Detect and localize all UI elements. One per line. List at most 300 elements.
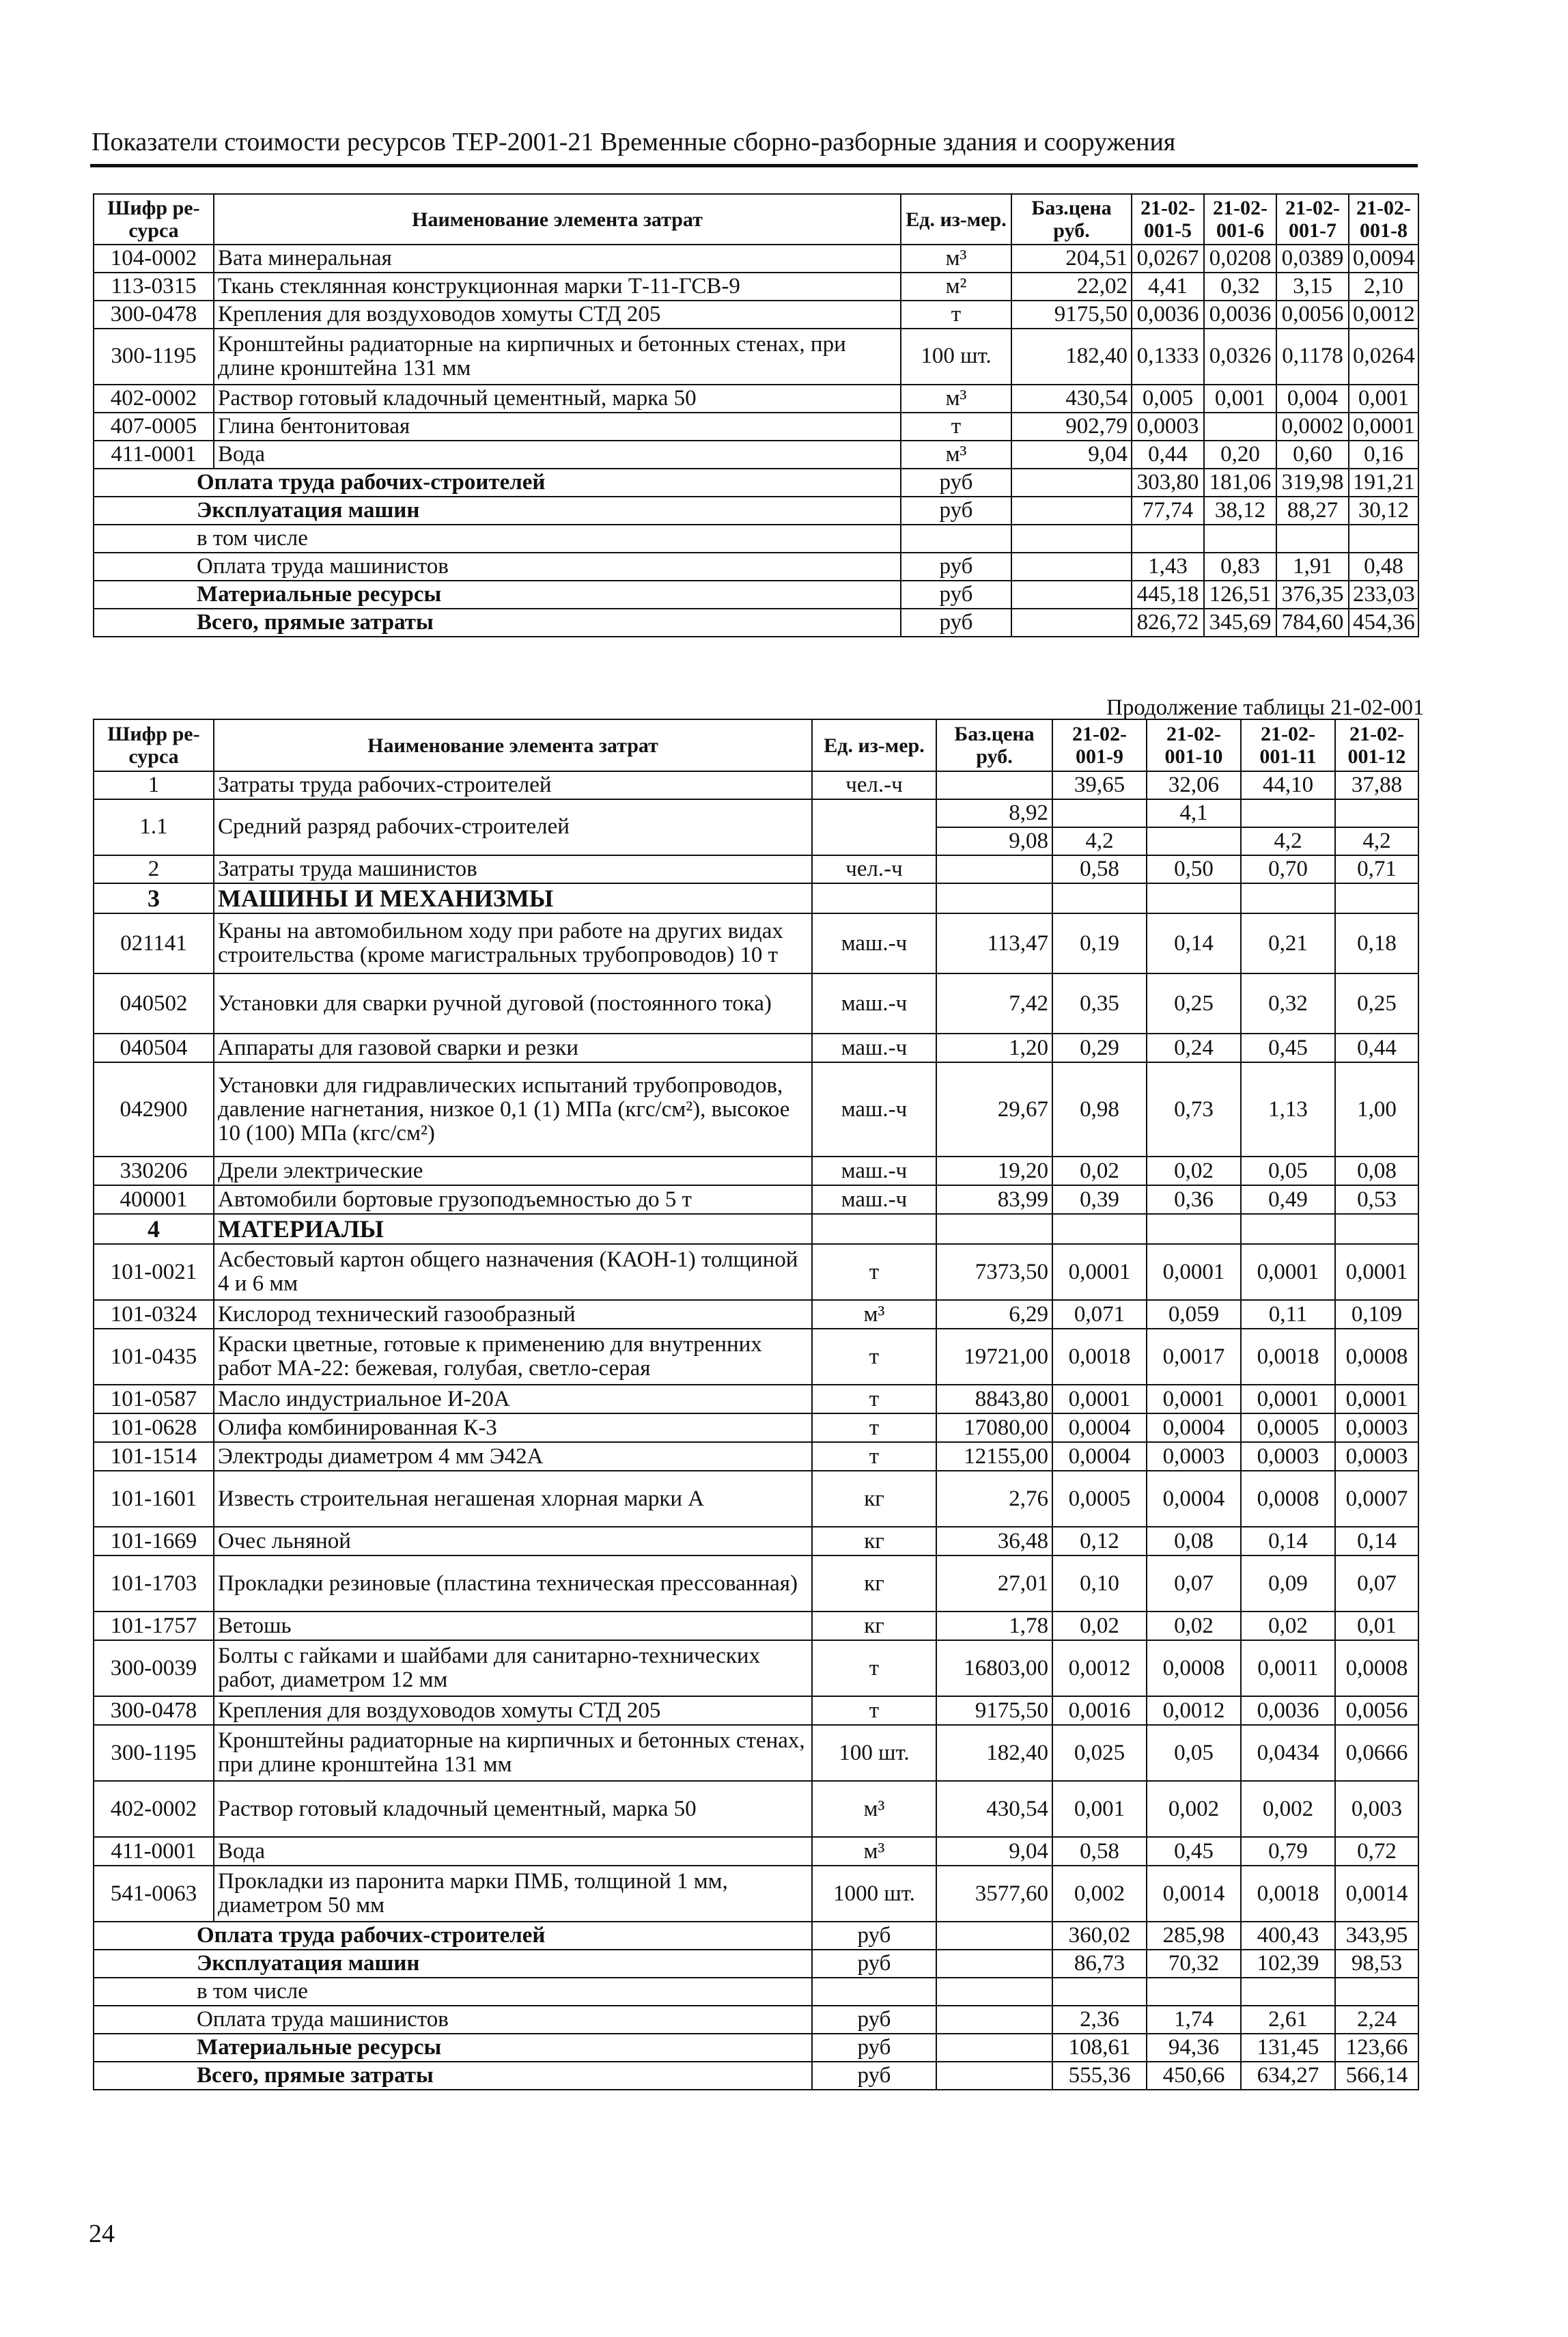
summary-value-2: 450,66 [1147,2062,1241,2090]
row-value-4: 0,18 [1335,913,1418,973]
row-code: 101-0021 [94,1244,214,1300]
col-header-v1: 21-02-001-5 [1132,194,1204,245]
row-value-4 [1335,799,1418,827]
summary-value-2: 70,32 [1147,1950,1241,1978]
row-code: 407-0005 [94,413,214,441]
summary-value-4: 98,53 [1335,1950,1418,1978]
summary-label: Оплата труда рабочих-строителей [94,1922,812,1950]
row-unit: маш.-ч [812,1034,936,1062]
row-name: Асбестовый картон общего назначения (КАОН-1) толщиной 4 и 6 мм [214,1244,812,1300]
row-value-1: 0,0267 [1132,245,1204,273]
row-value-2: 0,0001 [1147,1244,1241,1300]
row-value-3: 0,0002 [1276,413,1349,441]
row-value-1: 0,58 [1052,1837,1147,1866]
row-value-1: 0,0003 [1132,413,1204,441]
row-price: 9175,50 [1011,301,1132,329]
row-value-2: 0,20 [1204,441,1276,469]
row-unit: т [812,1244,936,1300]
row-unit: т [812,1385,936,1413]
row-value-4: 0,0264 [1349,329,1418,385]
summary-unit: руб [812,1922,936,1950]
row-unit: 1000 шт. [812,1866,936,1922]
row-price: 17080,00 [936,1413,1052,1442]
row-unit: 100 шт. [812,1725,936,1781]
row-name: Вода [214,1837,812,1866]
row-value-2: 0,0208 [1204,245,1276,273]
summary-unit: руб [812,2006,936,2034]
table-row [94,1062,1418,1157]
row-unit: м³ [901,385,1011,413]
col-header-v4: 21-02-001-12 [1335,719,1418,771]
row-value-2: 0,02 [1147,1612,1241,1640]
table-row [94,301,1418,329]
row-value-2: 0,45 [1147,1837,1241,1866]
row-name: Средний разряд рабочих-строителей [214,799,812,855]
summary-price [936,2006,1052,2034]
row-code: 411-0001 [94,441,214,469]
empty-cell [1147,883,1241,913]
row-name: Аппараты для газовой сварки и резки [214,1034,812,1062]
row-unit: м³ [901,245,1011,273]
row-value-3: 0,0008 [1241,1471,1335,1527]
summary-value-1: 2,36 [1052,2006,1147,2034]
row-value-1: 0,0001 [1052,1385,1147,1413]
row-price: 29,67 [936,1062,1052,1157]
row-value-3: 3,15 [1276,273,1349,301]
summary-price [1011,581,1132,609]
row-name: Очес льняной [214,1527,812,1555]
summary-value-2: 285,98 [1147,1922,1241,1950]
summary-row [94,1978,1418,2006]
summary-unit: руб [812,1950,936,1978]
row-price: 113,47 [936,913,1052,973]
row-value-1: 0,12 [1052,1527,1147,1555]
row-value-3: 0,11 [1241,1300,1335,1329]
section-title: МАШИНЫ И МЕХАНИЗМЫ [214,883,812,913]
row-unit: 100 шт. [901,329,1011,385]
row-code: 541-0063 [94,1866,214,1922]
summary-value-3 [1276,525,1349,553]
summary-value-1 [1052,1978,1147,2006]
table-row [94,1244,1418,1300]
row-unit: м³ [812,1781,936,1837]
row-name: Установки для гидравлических испытаний трубопроводов, давление нагнетания, низкое 0,1 (1) МПа (кгс/см²), высокое 10 (100) МПа (кгс/см²) [214,1062,812,1157]
row-value-2: 0,25 [1147,973,1241,1034]
row-value-2: 0,14 [1147,913,1241,973]
summary-value-1: 108,61 [1052,2034,1147,2062]
row-price: 8843,80 [936,1385,1052,1413]
table-row [94,1413,1418,1442]
summary-value-3: 784,60 [1276,609,1349,637]
row-unit: маш.-ч [812,1157,936,1185]
row-value-4: 0,14 [1335,1527,1418,1555]
row-code: 402-0002 [94,1781,214,1837]
row-value-1: 0,0001 [1052,1244,1147,1300]
summary-row [94,1922,1418,1950]
summary-value-2 [1147,1978,1241,2006]
section-number: 4 [94,1214,214,1244]
row-value-3: 0,0018 [1241,1866,1335,1922]
col-header-v2: 21-02-001-6 [1204,194,1276,245]
table-row [94,913,1418,973]
summary-value-1 [1132,525,1204,553]
row-name: Масло индустриальное И-20А [214,1385,812,1413]
row-price: 1,20 [936,1034,1052,1062]
summary-unit: руб [901,497,1011,525]
summary-value-3: 131,45 [1241,2034,1335,2062]
row-code: 101-1757 [94,1612,214,1640]
row-price: 9,08 [936,827,1052,855]
resource-table-2 [93,719,1419,2090]
row-value-4: 2,10 [1349,273,1418,301]
row-unit: кг [812,1471,936,1527]
summary-value-4: 0,48 [1349,553,1418,581]
summary-value-4: 123,66 [1335,2034,1418,2062]
row-value-4: 0,72 [1335,1837,1418,1866]
row-value-4: 1,00 [1335,1062,1418,1157]
row-value-4: 0,53 [1335,1185,1418,1214]
col-header-v4: 21-02-001-8 [1349,194,1418,245]
row-unit: м³ [812,1837,936,1866]
row-value-2: 0,08 [1147,1527,1241,1555]
summary-row [94,581,1418,609]
row-value-1: 0,0012 [1052,1640,1147,1696]
col-header-code: Шифр ре-сурса [94,719,214,771]
row-value-3: 0,1178 [1276,329,1349,385]
col-header-code: Шифр ре-сурса [94,194,214,245]
col-header-v3: 21-02-001-7 [1276,194,1349,245]
summary-row [94,609,1418,637]
col-header-unit: Ед. из-мер. [812,719,936,771]
row-price: 182,40 [1011,329,1132,385]
row-name: Установки для сварки ручной дуговой (постоянного тока) [214,973,812,1034]
row-price: 430,54 [1011,385,1132,413]
row-unit: маш.-ч [812,1062,936,1157]
summary-value-3: 634,27 [1241,2062,1335,2090]
row-unit: т [812,1696,936,1725]
row-value-4: 0,0056 [1335,1696,1418,1725]
row-value-2: 0,002 [1147,1781,1241,1837]
row-value-3: 0,09 [1241,1555,1335,1612]
row-value-2 [1204,413,1276,441]
grade-row [94,799,1418,827]
row-value-3: 1,13 [1241,1062,1335,1157]
row-value-3: 0,60 [1276,441,1349,469]
summary-value-3: 2,61 [1241,2006,1335,2034]
section-row [94,883,1418,913]
row-price: 2,76 [936,1471,1052,1527]
row-value-2: 32,06 [1147,771,1241,799]
empty-cell [812,883,936,913]
section-row [94,1214,1418,1244]
summary-value-1: 303,80 [1132,469,1204,497]
summary-label: Эксплуатация машин [94,497,901,525]
row-value-1 [1052,799,1147,827]
row-code: 300-1195 [94,329,214,385]
row-unit: чел.-ч [812,855,936,883]
summary-unit: руб [901,609,1011,637]
row-code: 101-0587 [94,1385,214,1413]
page-header: Показатели стоимости ресурсов ТЕР-2001-21 Временные сборно-разборные здания и сооружения [92,128,1176,156]
summary-row [94,1950,1418,1978]
row-code: 300-0478 [94,301,214,329]
summary-value-2 [1204,525,1276,553]
row-price: 3577,60 [936,1866,1052,1922]
summary-unit: руб [812,2034,936,2062]
col-header-price: Баз.цена руб. [936,719,1052,771]
row-name: Электроды диаметром 4 мм Э42А [214,1442,812,1471]
row-value-1: 0,005 [1132,385,1204,413]
row-name: Известь строительная негашеная хлорная марки А [214,1471,812,1527]
empty-cell [1241,883,1335,913]
row-name: Кислород технический газообразный [214,1300,812,1329]
summary-value-3: 319,98 [1276,469,1349,497]
summary-price [936,1922,1052,1950]
summary-price [936,1978,1052,2006]
row-price: 83,99 [936,1185,1052,1214]
summary-price [936,2034,1052,2062]
col-header-unit: Ед. из-мер. [901,194,1011,245]
row-unit: т [901,413,1011,441]
row-value-3: 4,2 [1241,827,1335,855]
summary-row [94,553,1418,581]
page-number: 24 [89,2220,115,2248]
row-price: 902,79 [1011,413,1132,441]
row-price: 19721,00 [936,1329,1052,1385]
row-unit [812,799,936,855]
row-value-2: 0,0001 [1147,1385,1241,1413]
row-name: Раствор готовый кладочный цементный, марка 50 [214,385,901,413]
row-value-3: 0,0001 [1241,1385,1335,1413]
row-price: 430,54 [936,1781,1052,1837]
row-value-1: 0,071 [1052,1300,1147,1329]
summary-value-3 [1241,1978,1335,2006]
row-price: 182,40 [936,1725,1052,1781]
table-row [94,1612,1418,1640]
row-price: 9,04 [936,1837,1052,1866]
row-value-2: 0,05 [1147,1725,1241,1781]
row-code: 113-0315 [94,273,214,301]
row-value-4: 0,0012 [1349,301,1418,329]
row-value-3: 0,0003 [1241,1442,1335,1471]
row-value-4: 0,003 [1335,1781,1418,1837]
col-header-name: Наименование элемента затрат [214,194,901,245]
table-row [94,1385,1418,1413]
summary-price [936,2062,1052,2090]
row-unit: т [901,301,1011,329]
row-code: 330206 [94,1157,214,1185]
row-code: 400001 [94,1185,214,1214]
row-unit: кг [812,1612,936,1640]
summary-price [1011,469,1132,497]
summary-value-1: 1,43 [1132,553,1204,581]
empty-cell [1335,1214,1418,1244]
row-value-2: 4,1 [1147,799,1241,827]
summary-row [94,2006,1418,2034]
row-code: 101-0628 [94,1413,214,1442]
row-price: 8,92 [936,799,1052,827]
row-price: 6,29 [936,1300,1052,1329]
table-row [94,385,1418,413]
summary-unit: руб [812,2062,936,2090]
summary-value-2: 345,69 [1204,609,1276,637]
row-value-1: 0,025 [1052,1725,1147,1781]
row-name: Болты с гайками и шайбами для санитарно-технических работ, диаметром 12 мм [214,1640,812,1696]
empty-cell [812,1214,936,1244]
row-value-3: 0,0018 [1241,1329,1335,1385]
row-price: 27,01 [936,1555,1052,1612]
row-code: 1 [94,771,214,799]
row-unit: кг [812,1527,936,1555]
table-header-row [94,719,1418,771]
row-value-1: 0,29 [1052,1034,1147,1062]
row-value-4: 0,0008 [1335,1329,1418,1385]
row-value-3: 0,32 [1241,973,1335,1034]
row-value-2: 0,24 [1147,1034,1241,1062]
row-value-1: 0,02 [1052,1157,1147,1185]
row-value-4: 0,16 [1349,441,1418,469]
table-row [94,1781,1418,1837]
row-name: Кронштейны радиаторные на кирпичных и бетонных стенах, при длине кронштейна 131 мм [214,1725,812,1781]
col-header-name: Наименование элемента затрат [214,719,812,771]
row-price: 16803,00 [936,1640,1052,1696]
row-code: 101-0324 [94,1300,214,1329]
summary-value-1: 77,74 [1132,497,1204,525]
table-header-row [94,194,1418,245]
table-row [94,1725,1418,1781]
row-name: Раствор готовый кладочный цементный, марка 50 [214,1781,812,1837]
summary-value-2: 181,06 [1204,469,1276,497]
row-unit: т [812,1442,936,1471]
row-price: 7,42 [936,973,1052,1034]
row-value-3: 0,002 [1241,1781,1335,1837]
section-title: МАТЕРИАЛЫ [214,1214,812,1244]
row-unit: м³ [901,441,1011,469]
row-value-2: 0,36 [1147,1185,1241,1214]
row-unit: т [812,1413,936,1442]
row-value-2: 0,0036 [1204,301,1276,329]
row-code: 402-0002 [94,385,214,413]
summary-value-4 [1335,1978,1418,2006]
row-value-1: 0,002 [1052,1866,1147,1922]
summary-value-1: 445,18 [1132,581,1204,609]
row-value-1: 4,41 [1132,273,1204,301]
table-row [94,1329,1418,1385]
row-name: Прокладки резиновые (пластина техническая прессованная) [214,1555,812,1612]
row-code: 300-0478 [94,1696,214,1725]
row-value-4: 0,0001 [1335,1385,1418,1413]
summary-value-2: 1,74 [1147,2006,1241,2034]
row-unit: т [812,1640,936,1696]
summary-price [936,1950,1052,1978]
table-row [94,441,1418,469]
table-row [94,329,1418,385]
summary-value-4: 2,24 [1335,2006,1418,2034]
row-name: Олифа комбинированная К-3 [214,1413,812,1442]
row-price: 9175,50 [936,1696,1052,1725]
row-value-1: 0,0018 [1052,1329,1147,1385]
row-value-1: 0,98 [1052,1062,1147,1157]
row-value-2: 0,0014 [1147,1866,1241,1922]
table-row [94,413,1418,441]
table-row [94,245,1418,273]
row-value-4: 0,0003 [1335,1442,1418,1471]
row-unit: чел.-ч [812,771,936,799]
table-row [94,1837,1418,1866]
empty-cell [1052,1214,1147,1244]
row-value-3: 0,0001 [1241,1244,1335,1300]
row-value-4: 0,0008 [1335,1640,1418,1696]
row-value-3: 0,0434 [1241,1725,1335,1781]
row-value-2: 0,0326 [1204,329,1276,385]
row-value-1: 0,0036 [1132,301,1204,329]
col-header-price: Баз.цена руб. [1011,194,1132,245]
summary-price [1011,525,1132,553]
row-value-4: 0,71 [1335,855,1418,883]
row-value-3: 0,05 [1241,1157,1335,1185]
row-value-2: 0,001 [1204,385,1276,413]
continuation-label: Продолжение таблицы 21-02-001 [1106,695,1425,720]
row-value-1: 0,0004 [1052,1442,1147,1471]
row-name: Автомобили бортовые грузоподъемностью до 5 т [214,1185,812,1214]
row-value-3: 0,0056 [1276,301,1349,329]
row-value-2: 0,02 [1147,1157,1241,1185]
summary-value-4: 343,95 [1335,1922,1418,1950]
row-value-2: 0,0017 [1147,1329,1241,1385]
summary-value-2: 94,36 [1147,2034,1241,2062]
row-code: 040504 [94,1034,214,1062]
row-price: 7373,50 [936,1244,1052,1300]
row-name: Краны на автомобильном ходу при работе на других видах строительства (кроме магистральных трубопроводов) 10 т [214,913,812,973]
row-price: 36,48 [936,1527,1052,1555]
summary-label: Всего, прямые затраты [94,609,901,637]
summary-value-1: 826,72 [1132,609,1204,637]
table-row [94,1300,1418,1329]
summary-row [94,469,1418,497]
summary-value-4: 30,12 [1349,497,1418,525]
row-code: 101-1601 [94,1471,214,1527]
row-price: 19,20 [936,1157,1052,1185]
summary-value-4: 233,03 [1349,581,1418,609]
row-code: 2 [94,855,214,883]
row-value-3: 0,0389 [1276,245,1349,273]
labor-row [94,771,1418,799]
row-value-4: 37,88 [1335,771,1418,799]
row-value-1: 0,35 [1052,973,1147,1034]
summary-unit [812,1978,936,2006]
row-value-1: 4,2 [1052,827,1147,855]
row-value-2 [1147,827,1241,855]
row-name: Затраты труда машинистов [214,855,812,883]
row-value-2: 0,0008 [1147,1640,1241,1696]
empty-cell [1052,883,1147,913]
row-price [936,771,1052,799]
row-value-1: 0,58 [1052,855,1147,883]
summary-row [94,525,1418,553]
row-name: Дрели электрические [214,1157,812,1185]
row-value-1: 0,1333 [1132,329,1204,385]
table-row [94,1866,1418,1922]
row-name: Прокладки из паронита марки ПМБ, толщиной 1 мм, диаметром 50 мм [214,1866,812,1922]
row-value-1: 0,0004 [1052,1413,1147,1442]
row-value-2: 0,0004 [1147,1471,1241,1527]
row-value-4: 0,0001 [1335,1244,1418,1300]
row-name: Ветошь [214,1612,812,1640]
row-name: Крепления для воздуховодов хомуты СТД 205 [214,1696,812,1725]
row-value-3: 0,21 [1241,913,1335,973]
row-code: 021141 [94,913,214,973]
summary-value-3: 102,39 [1241,1950,1335,1978]
